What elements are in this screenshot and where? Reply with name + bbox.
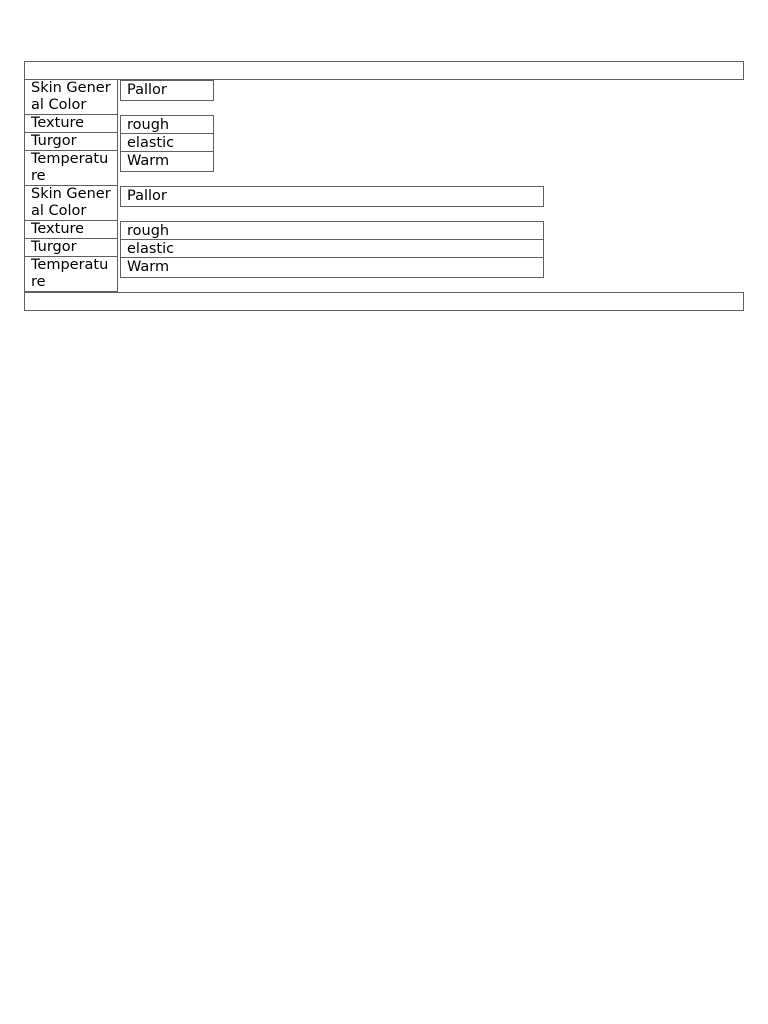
skin-group-compact xyxy=(24,80,744,186)
value-temperature[interactable]: Warm xyxy=(120,257,544,278)
row-temperature xyxy=(24,151,744,186)
value-temperature[interactable]: Warm xyxy=(120,151,214,172)
value-turgor[interactable]: elastic xyxy=(120,133,214,154)
skin-assessment-form xyxy=(24,61,744,311)
label-skin-general-color: Skin General Color xyxy=(24,186,118,221)
row-temperature xyxy=(24,257,744,292)
label-turgor: Turgor xyxy=(24,133,118,151)
value-texture[interactable]: rough xyxy=(120,221,544,242)
row-texture xyxy=(24,221,744,239)
row-turgor xyxy=(24,133,744,151)
value-skin-general-color[interactable]: Pallor xyxy=(120,80,214,101)
label-texture: Texture xyxy=(24,115,118,133)
value-turgor[interactable]: elastic xyxy=(120,239,544,260)
row-turgor xyxy=(24,239,744,257)
value-skin-general-color[interactable]: Pallor xyxy=(120,186,544,207)
row-texture xyxy=(24,115,744,133)
label-texture: Texture xyxy=(24,221,118,239)
skin-group-wide xyxy=(24,186,744,292)
form-footer-bar xyxy=(24,292,744,311)
row-skin-general-color xyxy=(24,186,744,221)
form-header-bar xyxy=(24,61,744,80)
label-temperature: Temperature xyxy=(24,151,118,186)
value-texture[interactable]: rough xyxy=(120,115,214,136)
label-turgor: Turgor xyxy=(24,239,118,257)
row-skin-general-color xyxy=(24,80,744,115)
label-temperature: Temperature xyxy=(24,257,118,292)
label-skin-general-color: Skin General Color xyxy=(24,80,118,115)
